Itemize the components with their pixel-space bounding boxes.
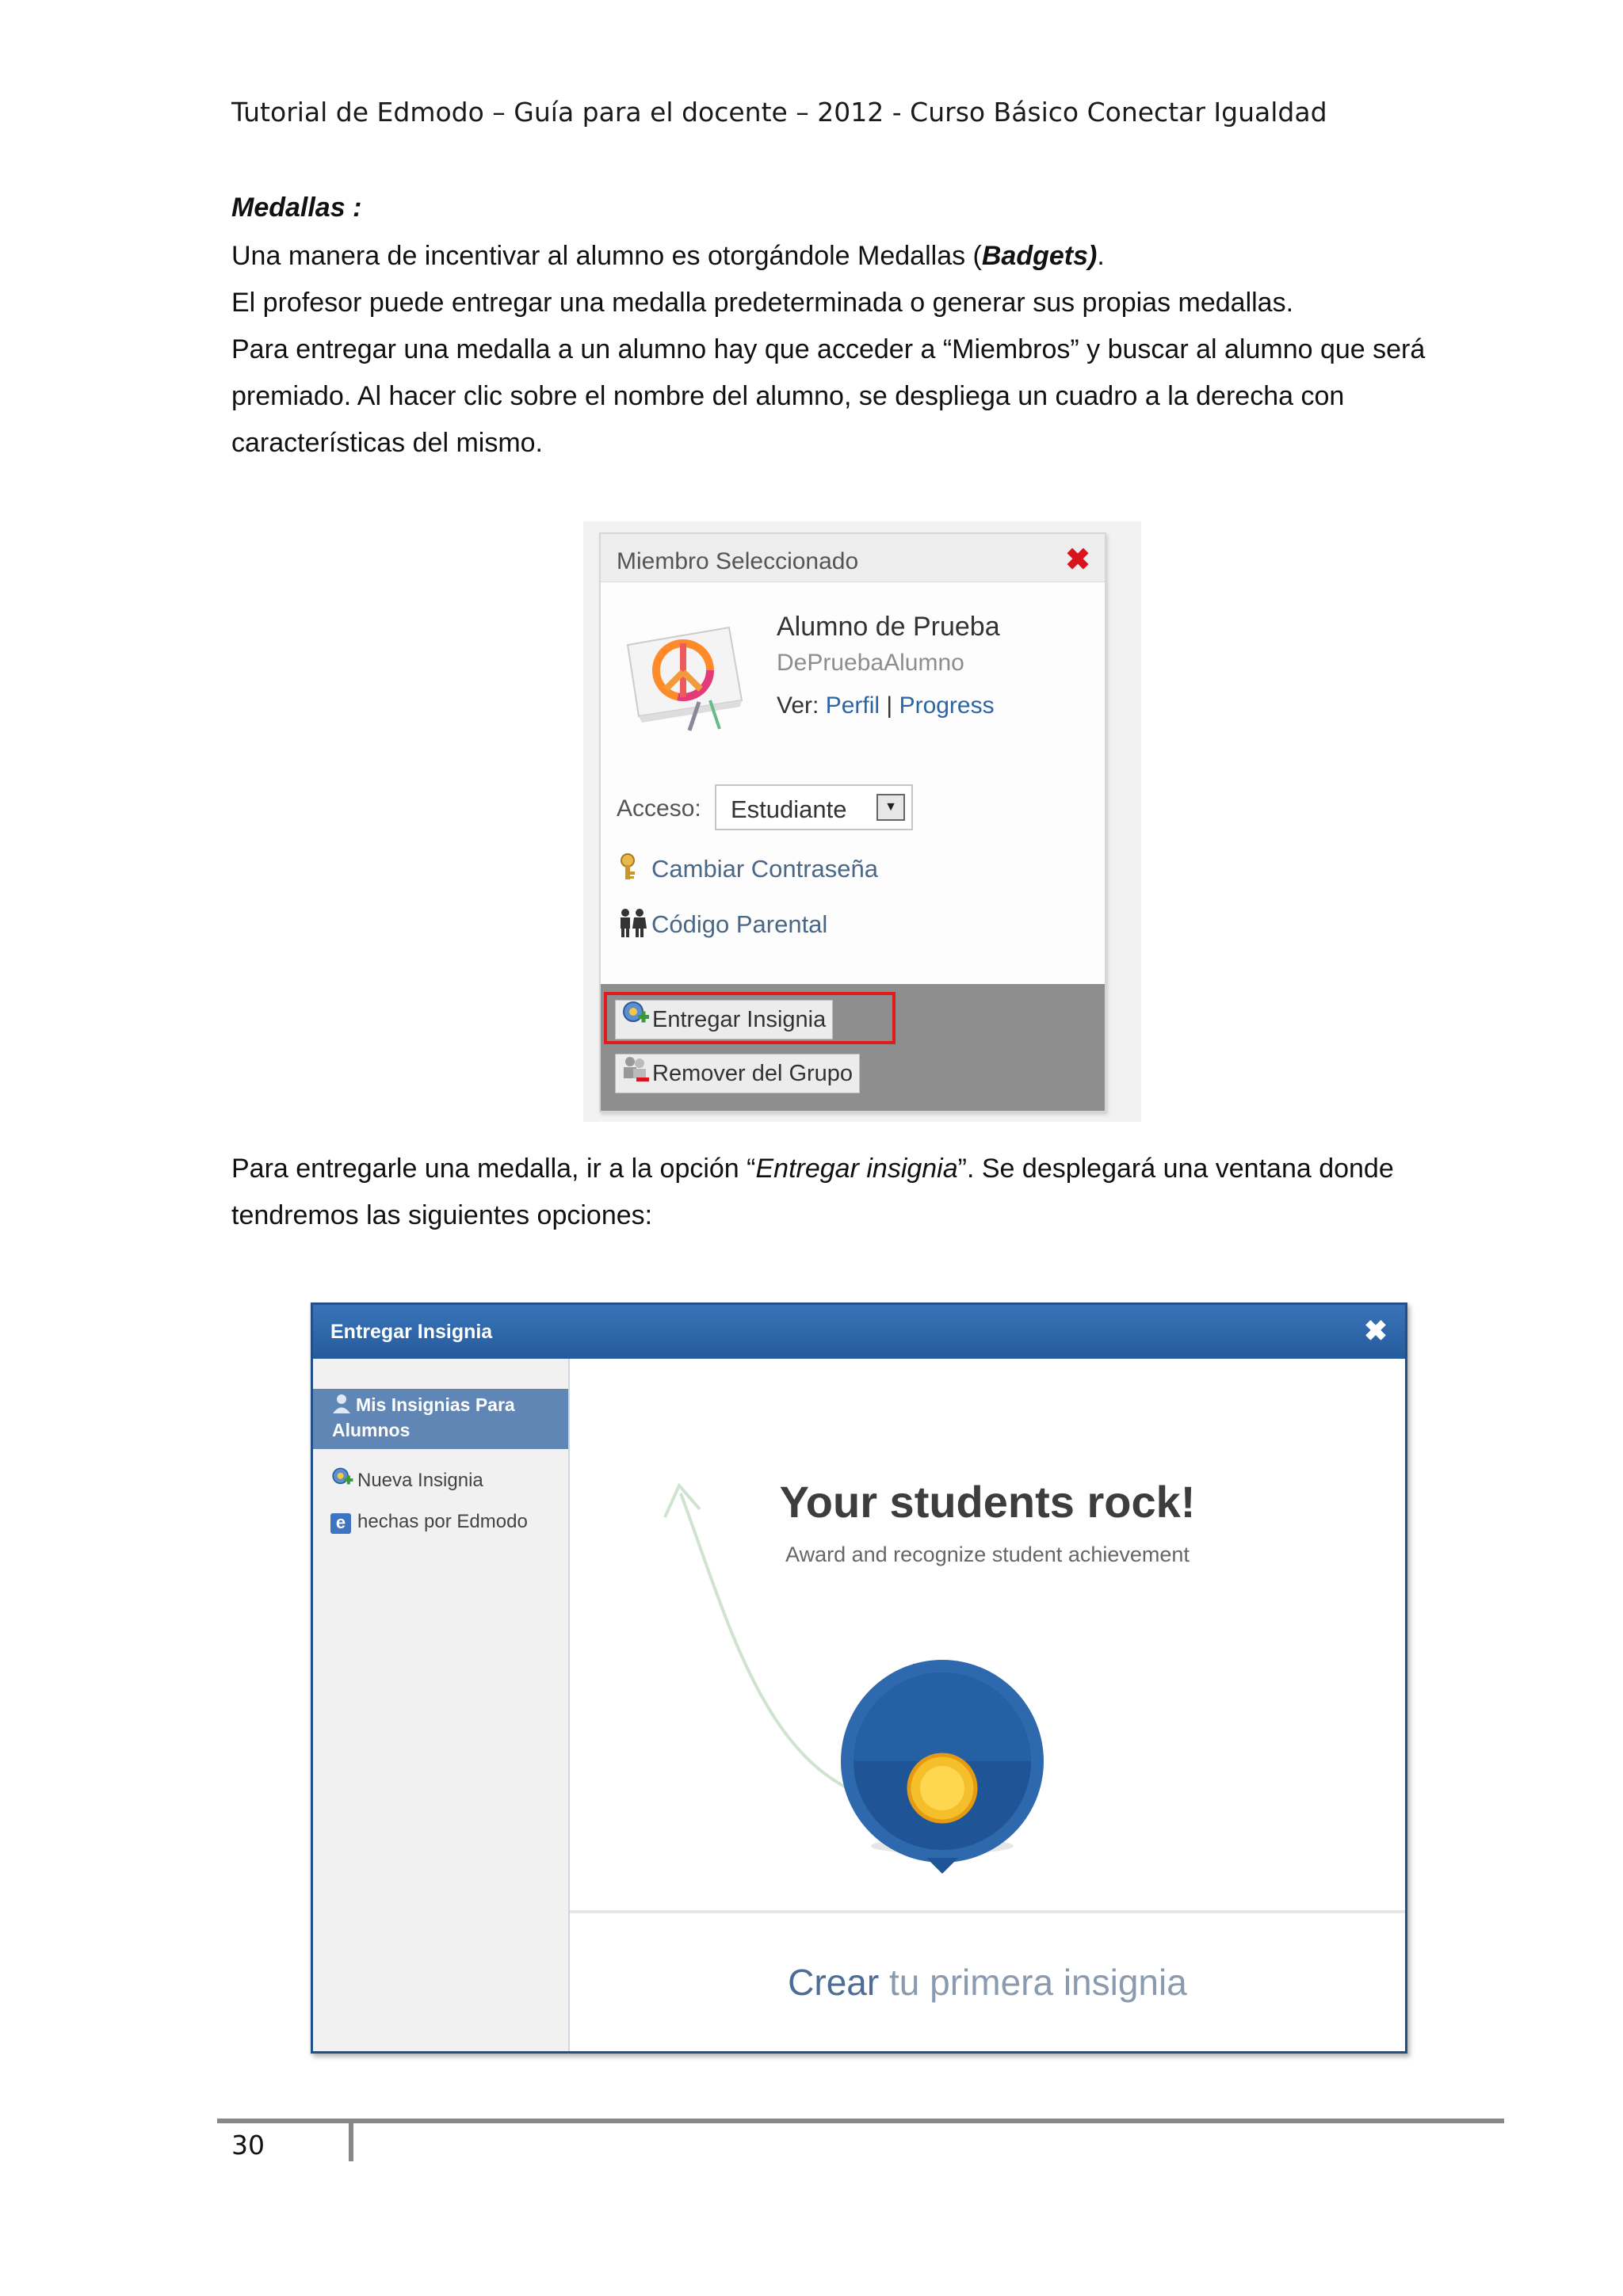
member-panel-screenshot <box>583 521 1141 1122</box>
view-links: Ver: Perfil | Progress <box>777 692 995 719</box>
member-panel <box>599 532 1106 1112</box>
parent-code-link[interactable]: Código Parental <box>617 908 827 944</box>
student-username: DePruebaAlumno <box>777 650 964 676</box>
sidebar-item-new-badge[interactable]: Nueva Insignia <box>330 1466 483 1496</box>
peace-avatar-icon <box>621 613 756 732</box>
award-dialog-screenshot <box>309 1302 1409 2055</box>
medal-illustration-icon <box>570 1359 1406 1897</box>
member-panel-title: Miembro Seleccionado <box>617 548 859 574</box>
sidebar-item-my-badges[interactable] <box>313 1389 568 1449</box>
user-icon <box>332 1394 351 1414</box>
page-number: 30 <box>231 2130 265 2161</box>
remove-from-group-button[interactable]: Remover del Grupo <box>615 1054 860 1093</box>
student-name: Alumno de Prueba <box>777 612 1000 642</box>
highlight-box <box>604 992 896 1044</box>
profile-link[interactable]: Perfil <box>825 692 880 719</box>
dialog-subtitle: Award and recognize student achievement <box>785 1543 1190 1566</box>
access-value: Estudiante <box>731 795 847 823</box>
close-icon[interactable]: ✖ <box>1363 1314 1388 1347</box>
give-badge-button[interactable]: Entregar Insignia <box>615 1000 833 1039</box>
dialog-sidebar <box>313 1359 570 2051</box>
create-first-badge-button[interactable]: Crear tu primera insignia <box>788 1962 1187 2003</box>
award-dialog <box>311 1302 1407 2054</box>
change-password-link[interactable]: Cambiar Contraseña <box>617 852 878 889</box>
parents-icon <box>617 908 647 944</box>
section-heading: Medallas : <box>231 193 362 223</box>
dialog-headline: Your students rock! <box>779 1477 1196 1527</box>
badge-add-icon <box>330 1466 357 1496</box>
access-select[interactable] <box>715 784 913 830</box>
member-panel-footer <box>601 984 1105 1111</box>
chevron-down-icon[interactable]: ▼ <box>876 794 905 821</box>
dialog-header <box>313 1305 1405 1359</box>
page-header: Tutorial de Edmodo – Guía para el docente – 2012 - Curso Básico Conectar Igualdad <box>231 97 1327 128</box>
progress-link[interactable]: Progress <box>899 692 995 719</box>
remove-user-icon <box>621 1055 652 1095</box>
intro-paragraph: Una manera de incentivar al alumno es otorgándole Medallas (Badgets). El profesor puede entregar una medalla predeterminada o generar sus propias medallas. Para entregar una medalla a un alumno hay que acceder a “Miembros” y buscar al alumno que será premiado. Al hacer clic sobre el nombre del alumno, se despliega un cuadro a la derecha con características del mismo. <box>231 241 1426 458</box>
dialog-main <box>570 1359 1405 2051</box>
sidebar-item-edmodo-badges[interactable]: e hechas por Edmodo <box>330 1511 528 1534</box>
sidebar-item-label: Mis Insignias Para Alumnos <box>332 1394 515 1440</box>
access-label: Acceso: <box>617 795 701 822</box>
key-icon <box>617 852 647 889</box>
instruction-paragraph: Para entregarle una medalla, ir a la opción “Entregar insignia”. Se desplegará una ventana donde tendremos las siguientes opciones: <box>231 1154 1394 1230</box>
footer-divider <box>349 2123 353 2161</box>
edmodo-logo-icon: e <box>330 1512 357 1534</box>
close-icon[interactable]: ✖ <box>1065 543 1090 577</box>
footer-rule <box>217 2119 1504 2123</box>
member-panel-titlebar <box>601 534 1105 582</box>
divider <box>570 1910 1405 1913</box>
dialog-title: Entregar Insignia <box>330 1321 493 1343</box>
